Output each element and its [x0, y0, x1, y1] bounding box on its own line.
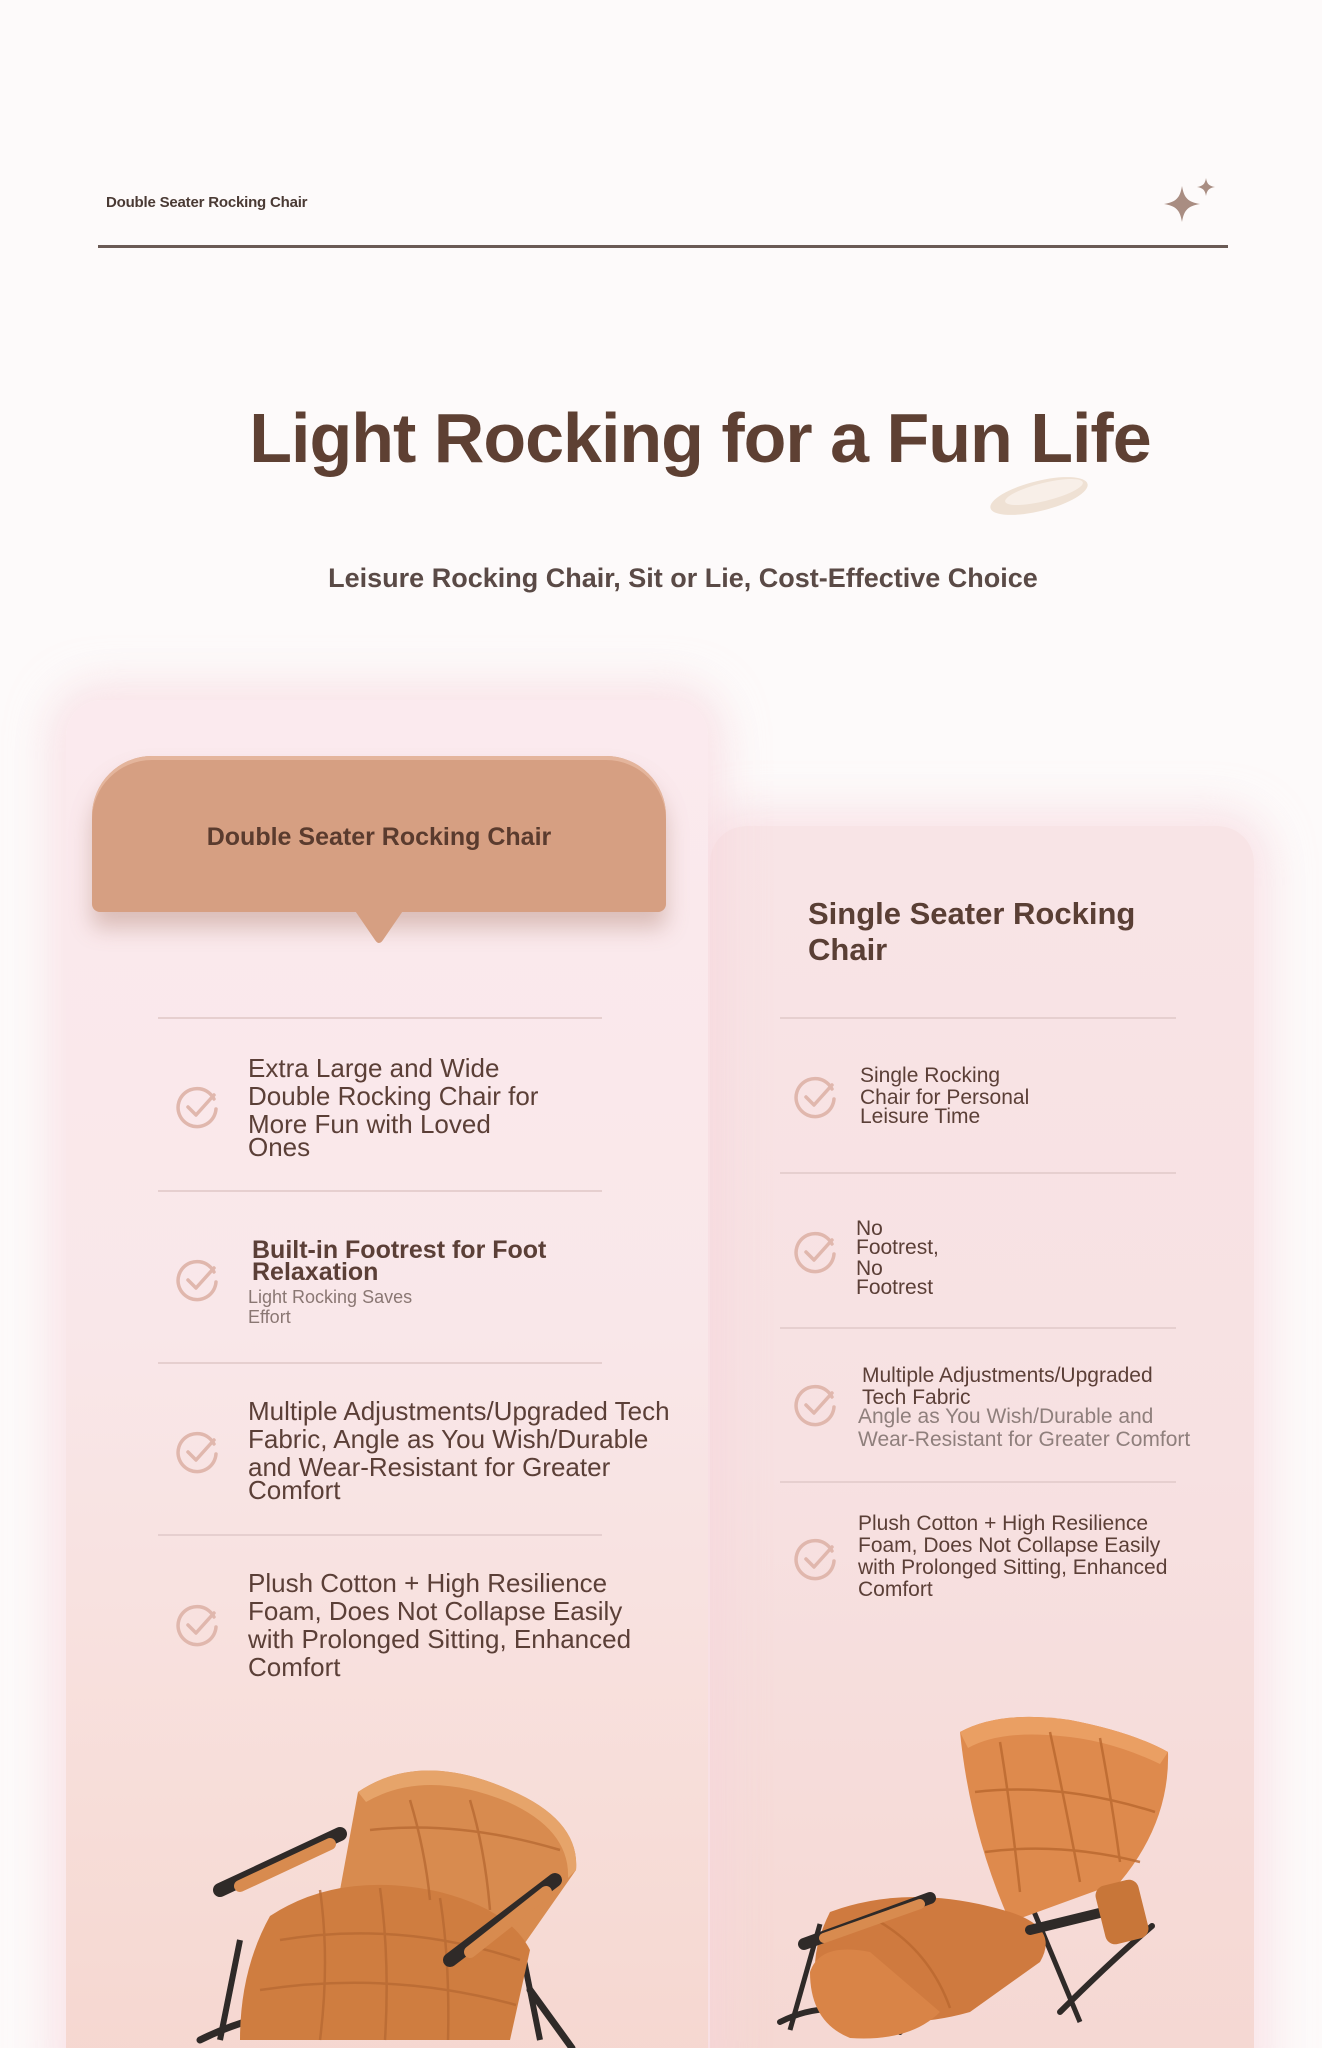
feature-subtext	[858, 1406, 1190, 1450]
header-label: Double Seater Rocking Chair	[106, 194, 308, 211]
feature-divider	[158, 1362, 602, 1364]
feature-divider	[780, 1481, 1176, 1483]
feature-line: Comfort	[858, 1578, 933, 1601]
feature-text	[862, 1365, 1153, 1408]
feature-line: Plush Cotton + High Resilience	[248, 1568, 608, 1598]
check-circle-icon	[176, 1603, 220, 1647]
feature-line: Foam, Does Not Collapse Easily	[858, 1534, 1161, 1557]
feature-divider	[780, 1017, 1176, 1019]
feature-divider	[158, 1190, 602, 1192]
feature-line: with Prolonged Sitting, Enhanced	[248, 1624, 632, 1654]
check-circle-icon	[794, 1230, 838, 1274]
hero-subtitle: Leisure Rocking Chair, Sit or Lie, Cost-Effective Choice	[328, 563, 1038, 593]
check-circle-icon	[176, 1258, 220, 1302]
feature-title-line: Relaxation	[252, 1258, 379, 1286]
feature-line: and Wear-Resistant for Greater	[248, 1452, 611, 1482]
feature-title-line: Tech Fabric	[862, 1386, 971, 1409]
sparkle-icon	[1160, 176, 1220, 228]
feature-text	[248, 1570, 631, 1680]
feature-divider	[158, 1017, 602, 1019]
feature-line: Plush Cotton + High Resilience	[858, 1512, 1149, 1535]
check-circle-icon	[794, 1383, 838, 1427]
feature-title-line: Multiple Adjustments/Upgraded	[862, 1364, 1153, 1387]
feature-text	[856, 1218, 939, 1298]
feature-line: Foam, Does Not Collapse Easily	[248, 1596, 623, 1626]
feature-text	[248, 1055, 538, 1160]
feature-line: Footrest	[856, 1276, 934, 1299]
single-rocking-chair-image	[760, 1712, 1180, 2048]
feature-line: No	[856, 1217, 883, 1240]
double-rocking-chair-image	[180, 1740, 620, 2048]
double-seater-title: Double Seater Rocking Chair	[206, 823, 552, 851]
ribbon-pointer	[349, 902, 409, 946]
feature-line: No	[856, 1257, 883, 1280]
feature-line: Double Rocking Chair for	[248, 1081, 539, 1111]
feature-divider	[780, 1327, 1176, 1329]
check-circle-icon	[176, 1085, 220, 1129]
feature-subtext	[248, 1288, 412, 1326]
header-divider	[98, 245, 1228, 248]
feature-divider	[780, 1172, 1176, 1174]
feature-sub-line: Angle as You Wish/Durable and	[858, 1405, 1154, 1428]
feature-line: Comfort	[248, 1652, 341, 1682]
check-circle-icon	[176, 1430, 220, 1474]
feature-line: Single Rocking	[860, 1064, 1001, 1087]
feature-divider	[158, 1534, 602, 1536]
feature-line: Chair for Personal	[860, 1086, 1030, 1109]
hero-title: Light Rocking for a Fun Life	[249, 399, 1151, 477]
feature-title-line: Built-in Footrest for Foot	[252, 1236, 547, 1264]
feature-line: Extra Large and Wide	[248, 1053, 500, 1083]
feature-sub-line: Wear-Resistant for Greater Comfort	[858, 1428, 1191, 1451]
feature-sub-line: Effort	[248, 1307, 291, 1327]
feature-text	[860, 1065, 1029, 1127]
feature-sub-line: Light Rocking Saves	[248, 1287, 413, 1307]
feature-text	[858, 1513, 1167, 1600]
feature-line: More Fun with Loved	[248, 1109, 491, 1139]
feature-line: Footrest,	[856, 1236, 939, 1259]
feature-line: Multiple Adjustments/Upgraded Tech	[248, 1396, 670, 1426]
check-circle-icon	[794, 1075, 838, 1119]
feature-line: Ones	[248, 1132, 311, 1162]
feature-line: Comfort	[248, 1475, 341, 1505]
feature-text	[252, 1238, 546, 1285]
feature-line: Leisure Time	[860, 1105, 981, 1128]
feature-line: with Prolonged Sitting, Enhanced	[858, 1556, 1168, 1579]
single-seater-title: Single Seater Rocking Chair	[808, 896, 1136, 967]
feature-text	[248, 1398, 670, 1503]
check-circle-icon	[794, 1537, 838, 1581]
cream-swatch-icon	[984, 470, 1094, 520]
feature-line: Fabric, Angle as You Wish/Durable	[248, 1424, 649, 1454]
